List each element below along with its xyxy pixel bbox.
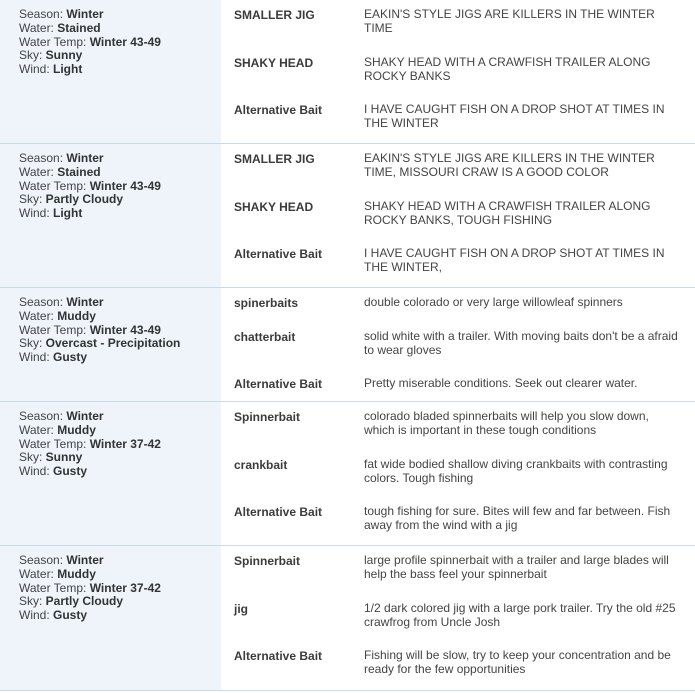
condition-water: [19, 310, 221, 324]
condition-value: Winter 43-49: [89, 178, 161, 193]
condition-label: Season:: [19, 409, 67, 423]
bait-name: Alternative Bait: [234, 103, 323, 117]
bait-name: SMALLER JIG: [234, 8, 315, 22]
condition-temp: [19, 438, 221, 452]
condition-label: Sky:: [19, 48, 46, 63]
condition-season: [19, 410, 221, 424]
condition-sky: [19, 337, 221, 351]
conditions-cell: [0, 288, 221, 401]
condition-value: Partly Cloudy: [45, 594, 124, 609]
condition-group: [0, 402, 695, 546]
condition-label: Water:: [19, 422, 58, 437]
condition-label: Sky:: [19, 192, 46, 207]
condition-temp: [19, 180, 221, 194]
bait-name: SMALLER JIG: [234, 152, 315, 166]
condition-sky: [19, 49, 221, 63]
condition-label: Sky:: [19, 594, 46, 609]
condition-label: Water Temp:: [19, 178, 90, 193]
condition-label: Wind:: [19, 464, 54, 479]
bait-tip: I HAVE CAUGHT FISH ON A DROP SHOT AT TIMES IN THE WINTER: [364, 102, 665, 130]
condition-label: Wind:: [19, 350, 54, 365]
condition-value: Stained: [57, 20, 101, 35]
bait-name: Alternative Bait: [234, 377, 323, 391]
condition-label: Season:: [19, 7, 67, 21]
condition-value: Gusty: [53, 464, 88, 479]
condition-label: Water Temp:: [19, 322, 90, 337]
condition-group: [0, 288, 695, 402]
bait-name: spinerbaits: [234, 296, 299, 310]
bait-name: crankbait: [234, 458, 288, 472]
condition-label: Sky:: [19, 450, 46, 465]
condition-temp: [19, 324, 221, 338]
condition-label: Wind:: [19, 62, 54, 77]
condition-value: Winter: [66, 7, 104, 21]
condition-group: [0, 0, 695, 144]
condition-value: Winter: [66, 409, 104, 423]
bait-tip: Fishing will be slow, try to keep your concentration and be ready for the few opportunities: [364, 648, 671, 676]
bait-tip: I HAVE CAUGHT FISH ON A DROP SHOT AT TIMES IN THE WINTER,: [364, 246, 665, 274]
bait-tip: solid white with a trailer. With moving baits don't be a afraid to wear gloves: [364, 329, 678, 357]
condition-value: Sunny: [45, 48, 83, 63]
bait-tip: fat wide bodied shallow diving crankbaits with contrasting colors. Tough fishing: [364, 457, 668, 485]
condition-sky: [19, 451, 221, 465]
condition-label: Water:: [19, 164, 58, 179]
condition-sky: [19, 193, 221, 207]
bait-name: chatterbait: [234, 330, 296, 344]
bait-name: jig: [234, 602, 248, 616]
condition-wind: [19, 63, 221, 77]
condition-wind: [19, 465, 221, 479]
condition-temp: [19, 36, 221, 50]
condition-label: Sky:: [19, 336, 46, 351]
bait-tip: tough fishing for sure. Bites will few and far between. Fish away from the wind with a jig: [364, 504, 671, 532]
condition-value: Winter 37-42: [89, 436, 161, 451]
condition-sky: [19, 595, 221, 609]
bait-tip: SHAKY HEAD WITH A CRAWFISH TRAILER ALONG ROCKY BANKS: [364, 55, 651, 83]
condition-value: Winter: [66, 151, 104, 165]
condition-value: Partly Cloudy: [45, 192, 124, 207]
condition-label: Wind:: [19, 608, 54, 623]
condition-label: Season:: [19, 553, 67, 567]
condition-value: Winter: [66, 553, 104, 567]
bait-name: Spinnerbait: [234, 554, 301, 568]
condition-value: Winter 37-42: [89, 580, 161, 595]
bait-tip: SHAKY HEAD WITH A CRAWFISH TRAILER ALONG ROCKY BANKS, TOUGH FISHING: [364, 199, 651, 227]
condition-value: Winter 43-49: [89, 34, 161, 49]
condition-wind: [19, 207, 221, 221]
condition-wind: [19, 351, 221, 365]
condition-label: Water Temp:: [19, 34, 90, 49]
bait-tip: EAKIN'S STYLE JIGS ARE KILLERS IN THE WINTER TIME, MISSOURI CRAW IS A GOOD COLOR: [364, 151, 655, 179]
bait-tip: large profile spinnerbait with a trailer and large blades will help the bass feel your spinnerbait: [364, 553, 669, 581]
condition-season: [19, 8, 221, 22]
condition-value: Overcast - Precipitation: [45, 336, 181, 351]
condition-value: Light: [53, 206, 83, 221]
condition-label: Water:: [19, 20, 58, 35]
condition-value: Light: [53, 62, 83, 77]
condition-label: Season:: [19, 295, 67, 309]
condition-group: [0, 144, 695, 288]
bait-name: SHAKY HEAD: [234, 200, 314, 214]
condition-label: Wind:: [19, 206, 54, 221]
bait-name: Alternative Bait: [234, 505, 323, 519]
condition-water: [19, 568, 221, 582]
condition-wind: [19, 609, 221, 623]
condition-value: Gusty: [53, 608, 88, 623]
condition-value: Stained: [57, 164, 101, 179]
bait-name: SHAKY HEAD: [234, 56, 314, 70]
bait-tip: double colorado or very large willowleaf spinners: [364, 295, 623, 309]
conditions-cell: [0, 546, 221, 690]
condition-value: Winter 43-49: [89, 322, 161, 337]
condition-value: Muddy: [57, 566, 96, 581]
condition-value: Muddy: [57, 308, 96, 323]
condition-value: Sunny: [45, 450, 83, 465]
bait-tip: Pretty miserable conditions. Seek out clearer water.: [364, 376, 638, 390]
conditions-cell: [0, 0, 221, 143]
bait-name: Alternative Bait: [234, 649, 323, 663]
condition-season: [19, 296, 221, 310]
condition-label: Water Temp:: [19, 580, 90, 595]
bait-tip: colorado bladed spinnerbaits will help you slow down, which is important in these tough conditions: [364, 409, 649, 437]
condition-value: Muddy: [57, 422, 96, 437]
condition-label: Water:: [19, 308, 58, 323]
bait-tip: 1/2 dark colored jig with a large pork trailer. Try the old #25 crawfrog from Uncle Josh: [364, 601, 676, 629]
bait-name: Spinnerbait: [234, 410, 301, 424]
condition-temp: [19, 582, 221, 596]
bait-name: Alternative Bait: [234, 247, 323, 261]
condition-group: [0, 546, 695, 691]
bait-tip: EAKIN'S STYLE JIGS ARE KILLERS IN THE WINTER TIME: [364, 7, 655, 35]
conditions-cell: [0, 144, 221, 287]
condition-water: [19, 22, 221, 36]
condition-value: Gusty: [53, 350, 88, 365]
condition-water: [19, 166, 221, 180]
condition-label: Water:: [19, 566, 58, 581]
condition-label: Season:: [19, 151, 67, 165]
condition-season: [19, 152, 221, 166]
conditions-cell: [0, 402, 221, 545]
condition-value: Winter: [66, 295, 104, 309]
condition-season: [19, 554, 221, 568]
condition-water: [19, 424, 221, 438]
condition-label: Water Temp:: [19, 436, 90, 451]
